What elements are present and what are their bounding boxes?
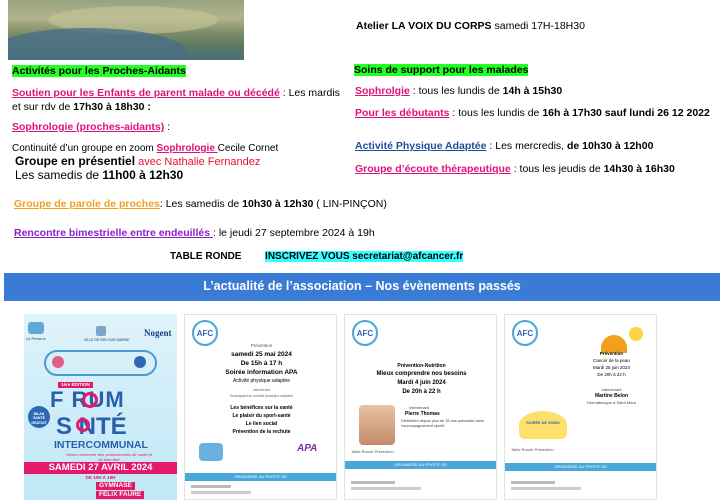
soutien-enfants: Soutien pour les Enfants de parent malade ou décédé : Les mardis et sur rdv de 17h30 à 18h30 : — [12, 87, 340, 113]
groupe-parole-link[interactable]: Groupe de parole de proches — [14, 198, 160, 210]
poster-apa[interactable]: AFC Prévention samedi 25 mai 2024 De 15h à 17 h Soirée information APA Activité physique adaptée Intervenant Enseignant en activité physique adaptée Les bénéfices sur la santé Le plaisir du sport-santé Le lien social Prévention de la rechute APA ORGANISÉE AU PROFIT DE — [184, 314, 337, 500]
heart-a-icon — [76, 418, 90, 432]
soutien-link[interactable]: Soutien pour les Enfants de parent malade ou décédé — [12, 87, 280, 99]
apa-logo: APA — [297, 443, 318, 454]
poster-nutrition[interactable]: AFC Prévention-Nutrition Mieux comprendre nos besoins Mardi 4 juin 2024 De 20h à 22 h Intervenant Pierre Thomas Diététicien depuis plus de 15 ans spécialisé dans l’accompagnement sportif Table Ronde Prévention ORGANISÉE AU PROFIT DE — [344, 314, 497, 500]
table-ronde-label: TABLE RONDE — [170, 251, 242, 262]
poster-cancer-peau[interactable]: AFC Prévention Cancer de la peau Mardi 25 juin 2024 De 20h à 22 h Intervenant Martine Belon Dermatologue à Saint-Maur SOIRÉE DE SOINS Table Ronde Prévention ORGANISÉE AU PROFIT DE — [504, 314, 657, 500]
proches-aidants-header: Activités pour les Proches-Aidants — [12, 65, 186, 77]
header-photo — [8, 0, 244, 60]
endeuilles-line: Rencontre bimestrielle entre endeuillés : le jeudi 27 septembre 2024 à 19h — [14, 227, 375, 239]
summer-hat-icon: SOIRÉE DE SOINS — [519, 411, 567, 439]
right-item-0: Sophrolgie : tous les lundis de 14h à 15h30 — [355, 85, 563, 97]
sophrologie-proches-link[interactable]: Sophrologie (proches-aidants) — [12, 121, 165, 133]
afc-logo-icon — [351, 319, 379, 347]
heart-icon — [52, 356, 64, 368]
speaker-photo — [359, 405, 395, 445]
groupe-parole-line: Groupe de parole de proches: Les samedis de 10h30 à 12h30 ( LIN-PINÇON) — [14, 198, 387, 210]
sun-icon — [629, 327, 643, 341]
activite-physique-link[interactable]: Activité Physique Adaptée — [355, 140, 487, 152]
svg-text:AFC: AFC — [356, 329, 374, 338]
table-ronde-line — [170, 251, 463, 264]
heart-o-icon — [82, 392, 98, 408]
samedis-line: Les samedis de 11h00 à 12h30 — [15, 168, 184, 182]
soins-support-header: Soins de support pour les malades — [354, 64, 529, 76]
inscription-cta[interactable]: INSCRIVEZ VOUS secretariat@afcancer.fr — [265, 251, 464, 262]
poster-forum-sante[interactable]: Le Perreux VILLE DE BRY-SUR-MARNE Nogent 1ère ÉDITION F RUM S NTÉ INTERCOMMUNAL Venez rencontrer des professionnels de santé et du bien-être BILAN SANTÉ GRATUIT SAMEDI 27 AVRIL 2024 DE 10H À 18H GYMNASE FÉLIX FAURE — [24, 314, 177, 500]
sophrologie-proches: Sophrologie (proches-aidants) : — [12, 121, 171, 133]
afc-logo-icon — [511, 319, 539, 347]
debutants-link[interactable]: Pour les débutants — [355, 107, 450, 119]
right-item-3: Groupe d’écoute thérapeutique : tous les jeudis de 14h30 à 16h30 — [355, 163, 675, 175]
atelier-time: samedi 17H-18H30 — [491, 20, 585, 32]
sophrologie-link[interactable]: Sophrolgie — [355, 85, 410, 97]
right-item-1: Pour les débutants : tous les lundis de 16h à 17h30 sauf lundi 26 12 2022 — [355, 107, 710, 119]
perreux-logo — [28, 322, 44, 334]
bry-crest-icon — [96, 326, 106, 336]
endeuilles-link[interactable]: Rencontre bimestrielle entre endeuillés — [14, 227, 213, 239]
groupe-ecoute-link[interactable]: Groupe d’écoute thérapeutique — [355, 163, 511, 175]
zoom-line: Continuité d’un groupe en zoom Sophrologie Cecile Cornet — [12, 143, 279, 154]
svg-text:AFC: AFC — [196, 329, 214, 338]
forum-title: F RUM — [50, 387, 125, 412]
forum-date: SAMEDI 27 AVRIL 2024 — [24, 462, 177, 474]
stethoscope-icon — [134, 356, 146, 368]
right-item-2: Activité Physique Adaptée : Les mercredis, de 10h30 à 12h00 — [355, 140, 654, 152]
atelier-name: Atelier LA VOIX DU CORPS — [356, 20, 492, 32]
section-banner: L’actualité de l’association – Nos évènements passés — [4, 273, 720, 301]
atelier-line — [356, 20, 585, 33]
svg-text:AFC: AFC — [516, 329, 534, 338]
nogent-logo: Nogent — [144, 328, 172, 338]
presentiel-line: Groupe en présentiel avec Nathalie Fernandez — [15, 154, 261, 168]
sante-title: S NTÉ — [56, 413, 127, 440]
bilan-badge: BILAN SANTÉ GRATUIT — [28, 406, 50, 428]
zoom-sophrologie-link[interactable]: Sophrologie — [156, 143, 218, 154]
team-logo-icon — [199, 443, 223, 461]
